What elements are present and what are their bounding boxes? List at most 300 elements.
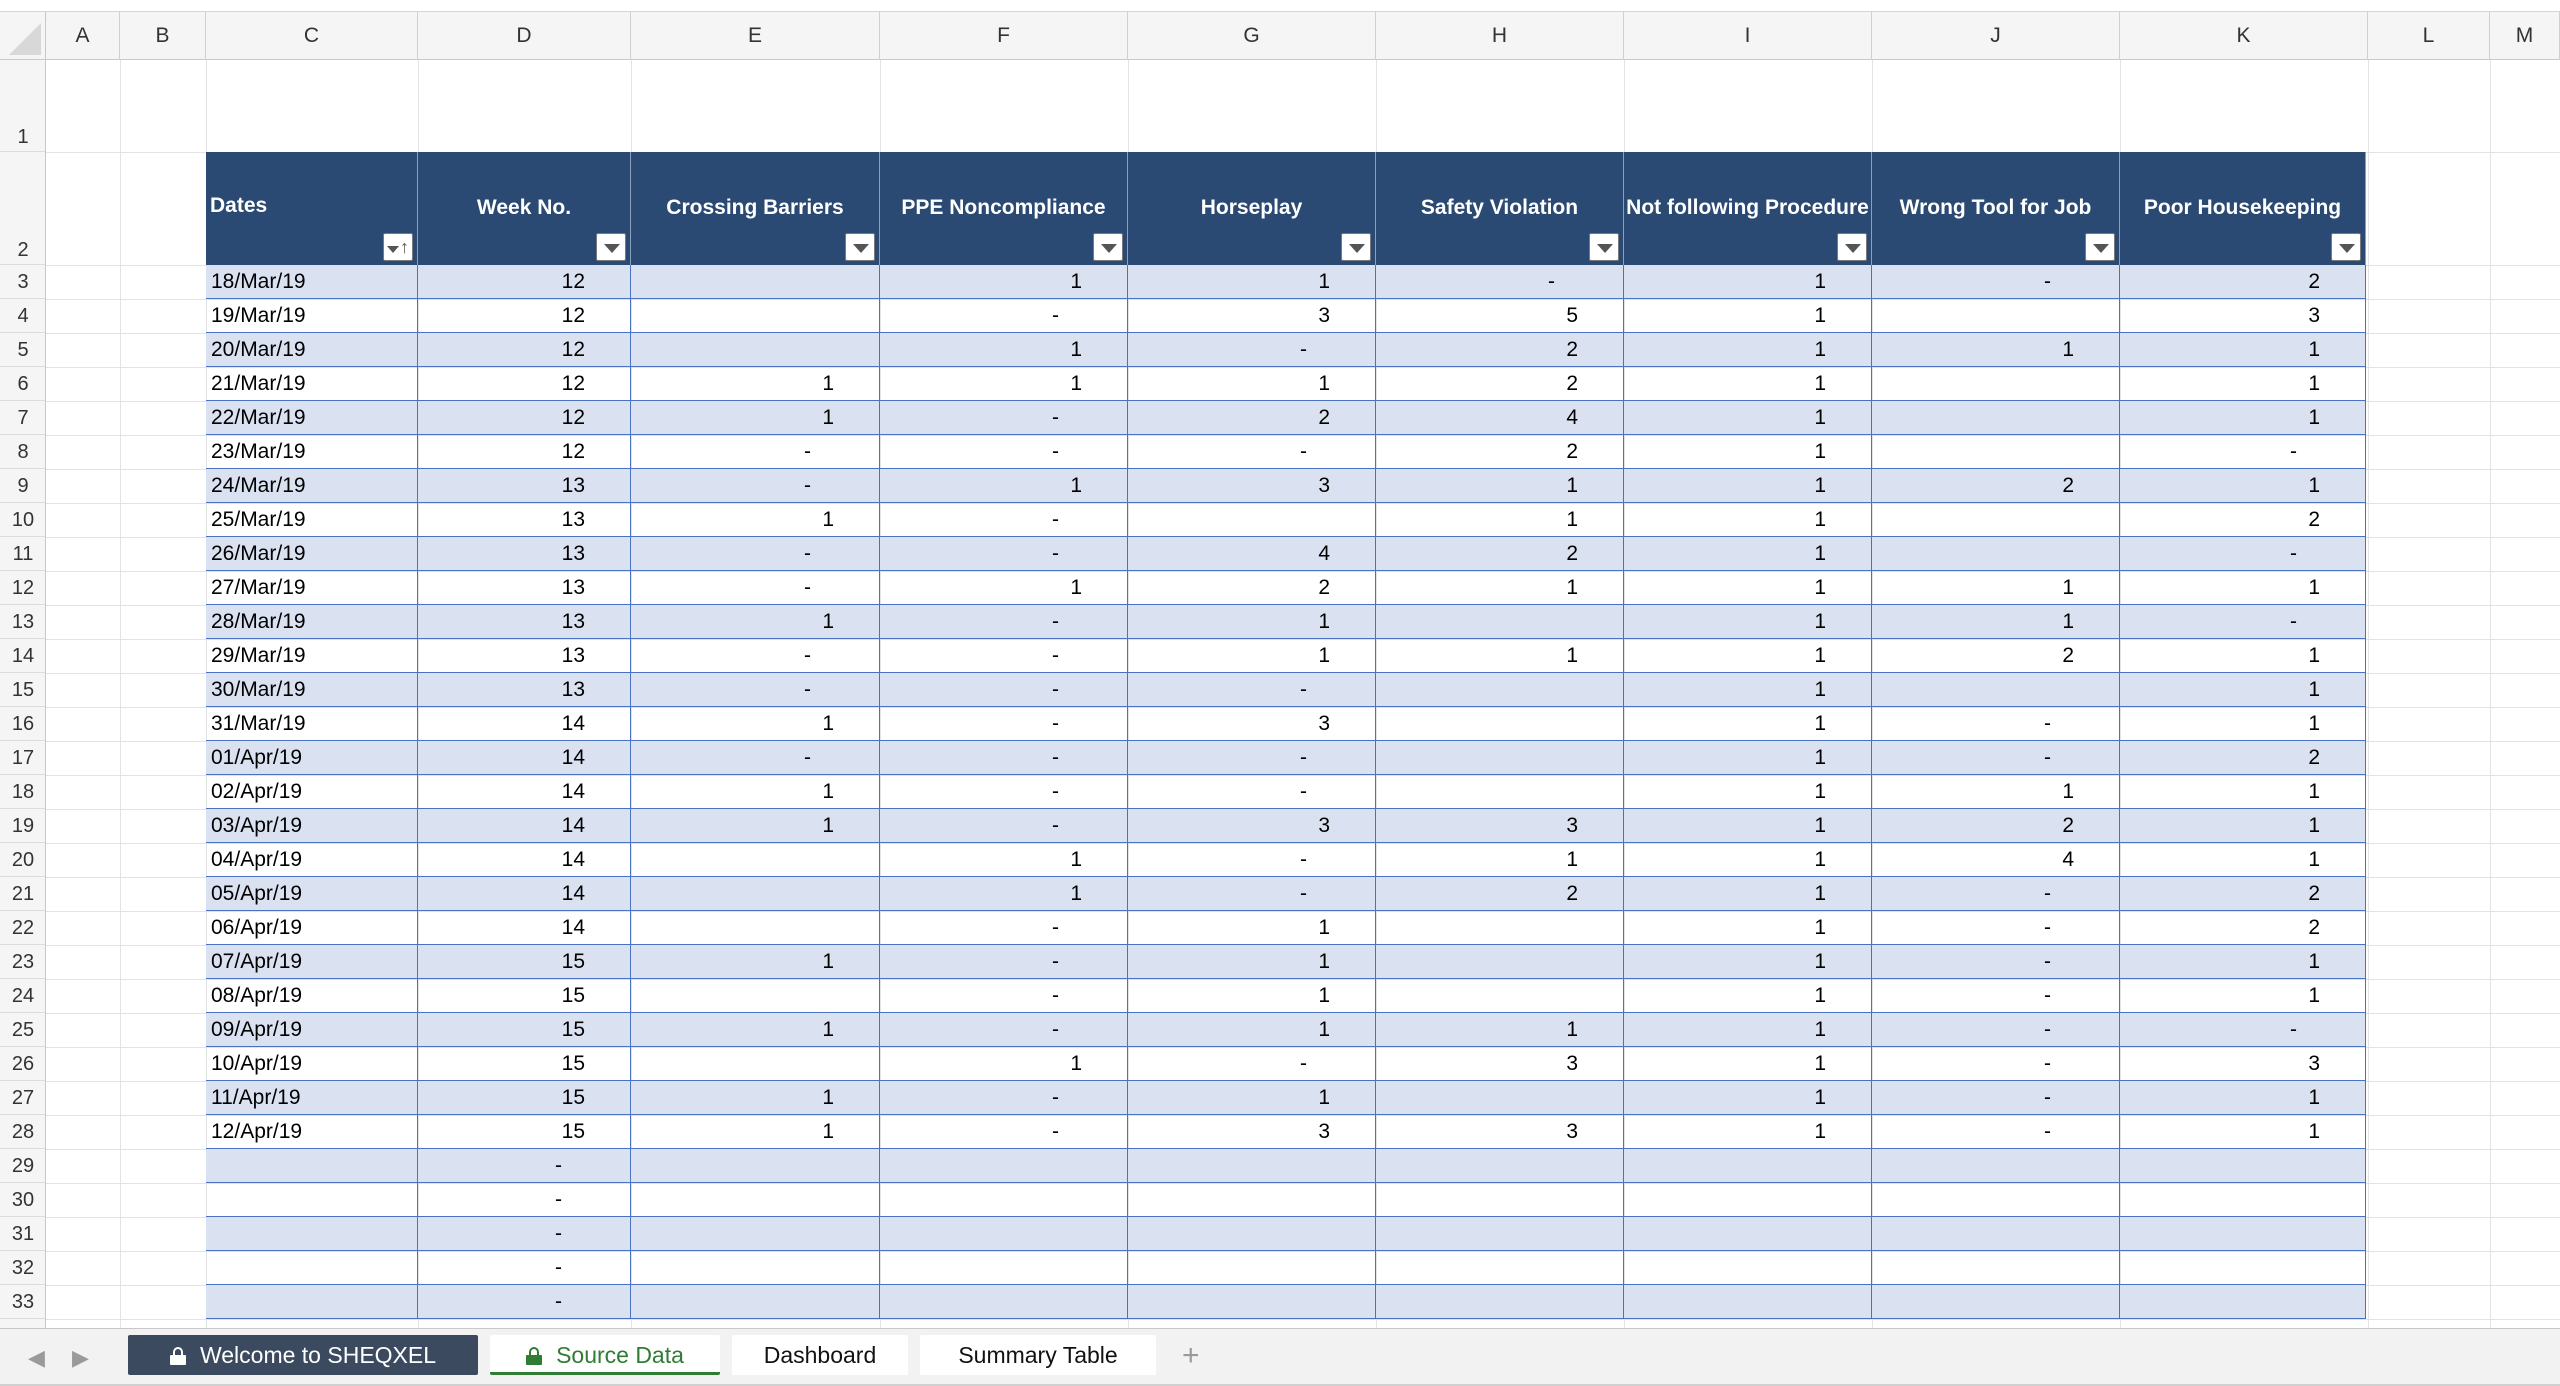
table-header-cell[interactable] [206,152,418,265]
observation-count-cell[interactable]: 1 [1376,469,1624,503]
next-sheet-arrow-icon[interactable]: ▶ [72,1345,89,1370]
observation-count-cell[interactable]: 2 [1128,571,1376,605]
observation-count-cell[interactable]: 1 [1128,639,1376,673]
observation-count-cell[interactable] [1376,1149,1624,1183]
observation-count-cell[interactable]: 1 [2120,401,2366,435]
observation-count-cell[interactable]: 1 [1624,367,1872,401]
observation-count-cell[interactable]: - [631,469,880,503]
date-cell[interactable]: 22/Mar/19 [206,401,418,435]
observation-count-cell[interactable]: - [880,809,1128,843]
column-header-f[interactable]: F [880,12,1128,60]
observation-count-cell[interactable] [1376,945,1624,979]
observation-count-cell[interactable] [631,1285,880,1319]
observation-count-cell[interactable]: 1 [1624,877,1872,911]
observation-count-cell[interactable]: 1 [1624,843,1872,877]
sheet-tab-summary-table[interactable] [920,1335,1156,1375]
observation-count-cell[interactable]: - [1128,333,1376,367]
observation-count-cell[interactable] [1376,605,1624,639]
observation-count-cell[interactable]: 1 [1872,333,2120,367]
observation-count-cell[interactable]: 4 [1872,843,2120,877]
observation-count-cell[interactable] [631,1217,880,1251]
observation-count-cell[interactable]: 3 [1128,469,1376,503]
observation-count-cell[interactable]: - [880,503,1128,537]
observation-count-cell[interactable]: 1 [1624,571,1872,605]
date-cell[interactable]: 28/Mar/19 [206,605,418,639]
observation-count-cell[interactable]: 1 [880,1047,1128,1081]
observation-count-cell[interactable] [2120,1183,2366,1217]
date-cell[interactable]: 10/Apr/19 [206,1047,418,1081]
observation-count-cell[interactable] [1376,775,1624,809]
week-number-cell[interactable]: 12 [418,435,631,469]
observation-count-cell[interactable]: 2 [1376,877,1624,911]
observation-count-cell[interactable] [880,1285,1128,1319]
column-header-l[interactable]: L [2368,12,2490,60]
observation-count-cell[interactable]: 1 [2120,333,2366,367]
observation-count-cell[interactable]: - [880,605,1128,639]
observation-count-cell[interactable]: - [1128,673,1376,707]
observation-count-cell[interactable]: 1 [1128,911,1376,945]
observation-count-cell[interactable] [1872,503,2120,537]
observation-count-cell[interactable]: 4 [1376,401,1624,435]
observation-count-cell[interactable]: 1 [2120,673,2366,707]
row-header-29[interactable]: 29 [0,1149,46,1183]
column-header-e[interactable]: E [631,12,880,60]
observation-count-cell[interactable]: 1 [1128,1013,1376,1047]
observation-count-cell[interactable]: 3 [1376,1115,1624,1149]
observation-count-cell[interactable]: 2 [2120,911,2366,945]
observation-count-cell[interactable]: 1 [1128,265,1376,299]
observation-count-cell[interactable] [1872,1183,2120,1217]
observation-count-cell[interactable]: 1 [631,605,880,639]
row-header-1[interactable]: 1 [0,60,46,152]
date-cell[interactable]: 31/Mar/19 [206,707,418,741]
observation-count-cell[interactable] [1376,911,1624,945]
observation-count-cell[interactable]: 1 [631,809,880,843]
column-header-i[interactable]: I [1624,12,1872,60]
observation-count-cell[interactable]: 1 [2120,809,2366,843]
observation-count-cell[interactable] [1872,1149,2120,1183]
date-cell[interactable]: 03/Apr/19 [206,809,418,843]
observation-count-cell[interactable]: 2 [1376,435,1624,469]
week-number-cell[interactable]: 12 [418,299,631,333]
observation-count-cell[interactable] [631,1149,880,1183]
week-number-cell[interactable]: - [418,1217,631,1251]
table-header-cell[interactable] [1872,152,2120,265]
observation-count-cell[interactable]: - [2120,435,2366,469]
observation-count-cell[interactable] [1872,1285,2120,1319]
observation-count-cell[interactable]: - [1872,979,2120,1013]
date-cell[interactable]: 27/Mar/19 [206,571,418,605]
filter-dropdown-button[interactable] [596,233,626,261]
observation-count-cell[interactable]: 1 [880,333,1128,367]
week-number-cell[interactable]: 14 [418,809,631,843]
observation-count-cell[interactable] [631,1047,880,1081]
date-cell[interactable]: 02/Apr/19 [206,775,418,809]
observation-count-cell[interactable]: 1 [631,503,880,537]
week-number-cell[interactable]: 14 [418,911,631,945]
row-header-32[interactable]: 32 [0,1251,46,1285]
select-all-corner[interactable] [0,12,46,60]
observation-count-cell[interactable] [1376,1251,1624,1285]
observation-count-cell[interactable] [1872,299,2120,333]
observation-count-cell[interactable]: - [631,673,880,707]
observation-count-cell[interactable] [1872,435,2120,469]
observation-count-cell[interactable] [1624,1149,1872,1183]
observation-count-cell[interactable]: 3 [1128,299,1376,333]
observation-count-cell[interactable]: 1 [631,775,880,809]
observation-count-cell[interactable] [2120,1217,2366,1251]
observation-count-cell[interactable]: - [880,299,1128,333]
row-header-33[interactable]: 33 [0,1285,46,1319]
date-cell[interactable] [206,1217,418,1251]
row-header-24[interactable]: 24 [0,979,46,1013]
sheet-tab-welcome-to-sheqxel[interactable] [128,1335,478,1375]
observation-count-cell[interactable]: 1 [2120,367,2366,401]
observation-count-cell[interactable] [1376,1081,1624,1115]
week-number-cell[interactable]: 14 [418,775,631,809]
week-number-cell[interactable]: 12 [418,265,631,299]
date-cell[interactable]: 07/Apr/19 [206,945,418,979]
filter-dropdown-button[interactable] [2331,233,2361,261]
table-header-cell[interactable] [880,152,1128,265]
row-header-14[interactable]: 14 [0,639,46,673]
table-header-cell[interactable] [631,152,880,265]
observation-count-cell[interactable]: 1 [1624,979,1872,1013]
observation-count-cell[interactable]: 1 [631,1081,880,1115]
worksheet-grid[interactable] [46,60,2560,1328]
column-header-d[interactable]: D [418,12,631,60]
observation-count-cell[interactable] [631,911,880,945]
observation-count-cell[interactable]: 1 [1624,537,1872,571]
observation-count-cell[interactable]: 1 [1624,673,1872,707]
date-cell[interactable]: 29/Mar/19 [206,639,418,673]
observation-count-cell[interactable] [1872,401,2120,435]
observation-count-cell[interactable]: 1 [880,843,1128,877]
observation-count-cell[interactable]: - [1872,741,2120,775]
observation-count-cell[interactable]: 1 [1128,1081,1376,1115]
observation-count-cell[interactable] [631,1183,880,1217]
observation-count-cell[interactable] [1872,367,2120,401]
row-header-19[interactable]: 19 [0,809,46,843]
observation-count-cell[interactable] [1376,1217,1624,1251]
observation-count-cell[interactable] [1376,979,1624,1013]
observation-count-cell[interactable] [2120,1251,2366,1285]
observation-count-cell[interactable]: 3 [1376,1047,1624,1081]
date-cell[interactable] [206,1183,418,1217]
week-number-cell[interactable]: 13 [418,605,631,639]
date-cell[interactable]: 11/Apr/19 [206,1081,418,1115]
observation-count-cell[interactable]: 2 [1872,809,2120,843]
observation-count-cell[interactable]: 1 [1624,435,1872,469]
observation-count-cell[interactable]: - [880,1013,1128,1047]
date-cell[interactable] [206,1285,418,1319]
week-number-cell[interactable]: 15 [418,979,631,1013]
observation-count-cell[interactable]: 2 [1872,639,2120,673]
observation-count-cell[interactable] [631,877,880,911]
observation-count-cell[interactable]: 1 [1376,1013,1624,1047]
observation-count-cell[interactable]: 1 [1624,945,1872,979]
observation-count-cell[interactable]: - [880,673,1128,707]
observation-count-cell[interactable]: 1 [631,707,880,741]
observation-count-cell[interactable]: - [1128,741,1376,775]
row-header-31[interactable]: 31 [0,1217,46,1251]
table-header-cell[interactable] [1128,152,1376,265]
filter-dropdown-button[interactable] [1093,233,1123,261]
sort-filter-button[interactable] [383,233,413,261]
observation-count-cell[interactable] [1128,1183,1376,1217]
week-number-cell[interactable]: - [418,1251,631,1285]
row-header-23[interactable]: 23 [0,945,46,979]
date-cell[interactable]: 12/Apr/19 [206,1115,418,1149]
observation-count-cell[interactable]: - [631,537,880,571]
observation-count-cell[interactable]: 1 [2120,707,2366,741]
observation-count-cell[interactable] [1128,1285,1376,1319]
observation-count-cell[interactable]: 3 [2120,299,2366,333]
observation-count-cell[interactable] [631,843,880,877]
row-header-12[interactable]: 12 [0,571,46,605]
row-header-5[interactable]: 5 [0,333,46,367]
week-number-cell[interactable]: - [418,1285,631,1319]
observation-count-cell[interactable]: - [880,537,1128,571]
row-header-21[interactable]: 21 [0,877,46,911]
observation-count-cell[interactable]: 1 [631,367,880,401]
filter-dropdown-button[interactable] [1837,233,1867,261]
observation-count-cell[interactable] [1376,1183,1624,1217]
observation-count-cell[interactable] [1872,1217,2120,1251]
observation-count-cell[interactable]: - [1128,1047,1376,1081]
observation-count-cell[interactable]: - [631,571,880,605]
filter-dropdown-button[interactable] [1341,233,1371,261]
week-number-cell[interactable]: 13 [418,503,631,537]
observation-count-cell[interactable]: 4 [1128,537,1376,571]
observation-count-cell[interactable]: 2 [1376,367,1624,401]
observation-count-cell[interactable]: 1 [1624,605,1872,639]
week-number-cell[interactable]: 15 [418,1115,631,1149]
row-header-28[interactable]: 28 [0,1115,46,1149]
week-number-cell[interactable]: 15 [418,1047,631,1081]
observation-count-cell[interactable]: - [631,741,880,775]
date-cell[interactable]: 05/Apr/19 [206,877,418,911]
observation-count-cell[interactable] [1128,503,1376,537]
observation-count-cell[interactable]: 1 [1128,605,1376,639]
column-header-g[interactable]: G [1128,12,1376,60]
observation-count-cell[interactable]: 1 [2120,571,2366,605]
previous-sheet-arrow-icon[interactable]: ◀ [28,1345,45,1370]
observation-count-cell[interactable] [1624,1251,1872,1285]
week-number-cell[interactable]: 15 [418,1081,631,1115]
observation-count-cell[interactable]: - [1128,877,1376,911]
week-number-cell[interactable]: 14 [418,843,631,877]
column-header-b[interactable]: B [120,12,206,60]
week-number-cell[interactable]: 14 [418,707,631,741]
observation-count-cell[interactable]: - [1872,1047,2120,1081]
date-cell[interactable]: 21/Mar/19 [206,367,418,401]
observation-count-cell[interactable] [1376,1285,1624,1319]
week-number-cell[interactable]: 13 [418,469,631,503]
row-header-15[interactable]: 15 [0,673,46,707]
observation-count-cell[interactable]: - [1376,265,1624,299]
observation-count-cell[interactable]: 1 [1624,707,1872,741]
observation-count-cell[interactable]: 1 [1624,809,1872,843]
observation-count-cell[interactable]: 3 [1128,809,1376,843]
observation-count-cell[interactable] [1128,1149,1376,1183]
observation-count-cell[interactable]: 1 [1624,265,1872,299]
observation-count-cell[interactable] [2120,1149,2366,1183]
date-cell[interactable]: 25/Mar/19 [206,503,418,537]
date-cell[interactable]: 04/Apr/19 [206,843,418,877]
week-number-cell[interactable]: 13 [418,673,631,707]
date-cell[interactable]: 20/Mar/19 [206,333,418,367]
row-header-7[interactable]: 7 [0,401,46,435]
observation-count-cell[interactable]: - [1128,775,1376,809]
observation-count-cell[interactable]: 1 [1624,741,1872,775]
observation-count-cell[interactable]: 1 [880,367,1128,401]
observation-count-cell[interactable]: 1 [1624,1013,1872,1047]
observation-count-cell[interactable]: 1 [1624,775,1872,809]
row-header-4[interactable]: 4 [0,299,46,333]
observation-count-cell[interactable]: - [1872,877,2120,911]
observation-count-cell[interactable] [1624,1285,1872,1319]
observation-count-cell[interactable]: - [1872,945,2120,979]
observation-count-cell[interactable]: 1 [1128,945,1376,979]
row-header-18[interactable]: 18 [0,775,46,809]
observation-count-cell[interactable]: 1 [1624,401,1872,435]
observation-count-cell[interactable]: 1 [2120,1081,2366,1115]
observation-count-cell[interactable]: - [880,401,1128,435]
observation-count-cell[interactable]: - [1872,911,2120,945]
date-cell[interactable]: 19/Mar/19 [206,299,418,333]
date-cell[interactable]: 24/Mar/19 [206,469,418,503]
observation-count-cell[interactable] [880,1251,1128,1285]
observation-count-cell[interactable]: - [880,1115,1128,1149]
observation-count-cell[interactable]: 1 [1624,1115,1872,1149]
row-header-17[interactable]: 17 [0,741,46,775]
observation-count-cell[interactable]: 2 [2120,265,2366,299]
observation-count-cell[interactable]: 2 [2120,741,2366,775]
column-header-h[interactable]: H [1376,12,1624,60]
observation-count-cell[interactable]: - [1872,265,2120,299]
observation-count-cell[interactable]: - [631,435,880,469]
observation-count-cell[interactable]: 1 [1376,843,1624,877]
date-cell[interactable]: 01/Apr/19 [206,741,418,775]
observation-count-cell[interactable]: - [880,435,1128,469]
column-header-j[interactable]: J [1872,12,2120,60]
week-number-cell[interactable]: - [418,1149,631,1183]
observation-count-cell[interactable]: 2 [1872,469,2120,503]
week-number-cell[interactable]: 12 [418,401,631,435]
observation-count-cell[interactable]: 1 [2120,469,2366,503]
row-header-13[interactable]: 13 [0,605,46,639]
observation-count-cell[interactable] [1624,1217,1872,1251]
row-header-27[interactable]: 27 [0,1081,46,1115]
week-number-cell[interactable]: 15 [418,1013,631,1047]
observation-count-cell[interactable]: 1 [1624,639,1872,673]
observation-count-cell[interactable]: 1 [2120,775,2366,809]
observation-count-cell[interactable]: 1 [1624,1047,1872,1081]
date-cell[interactable]: 18/Mar/19 [206,265,418,299]
observation-count-cell[interactable] [1872,673,2120,707]
week-number-cell[interactable]: 12 [418,367,631,401]
observation-count-cell[interactable]: - [880,639,1128,673]
observation-count-cell[interactable] [631,265,880,299]
row-header-26[interactable]: 26 [0,1047,46,1081]
observation-count-cell[interactable]: - [1872,1081,2120,1115]
observation-count-cell[interactable]: 1 [631,1013,880,1047]
week-number-cell[interactable]: 13 [418,571,631,605]
observation-count-cell[interactable] [1872,537,2120,571]
date-cell[interactable]: 09/Apr/19 [206,1013,418,1047]
row-header-3[interactable]: 3 [0,265,46,299]
date-cell[interactable]: 26/Mar/19 [206,537,418,571]
observation-count-cell[interactable]: 1 [1624,1081,1872,1115]
observation-count-cell[interactable]: - [2120,1013,2366,1047]
date-cell[interactable]: 08/Apr/19 [206,979,418,1013]
observation-count-cell[interactable]: 1 [1624,911,1872,945]
date-cell[interactable]: 06/Apr/19 [206,911,418,945]
observation-count-cell[interactable]: - [880,741,1128,775]
observation-count-cell[interactable]: 5 [1376,299,1624,333]
observation-count-cell[interactable]: - [2120,605,2366,639]
observation-count-cell[interactable]: - [1872,1115,2120,1149]
observation-count-cell[interactable]: 1 [1624,333,1872,367]
filter-dropdown-button[interactable] [845,233,875,261]
observation-count-cell[interactable]: 2 [2120,503,2366,537]
observation-count-cell[interactable]: 1 [1624,299,1872,333]
filter-dropdown-button[interactable] [2085,233,2115,261]
observation-count-cell[interactable]: - [1128,843,1376,877]
column-header-m[interactable]: M [2490,12,2560,60]
observation-count-cell[interactable] [880,1149,1128,1183]
row-header-2[interactable]: 2 [0,152,46,265]
date-cell[interactable]: 30/Mar/19 [206,673,418,707]
table-header-cell[interactable] [2120,152,2366,265]
observation-count-cell[interactable] [1376,673,1624,707]
observation-count-cell[interactable] [2120,1285,2366,1319]
observation-count-cell[interactable]: 1 [631,1115,880,1149]
row-header-22[interactable]: 22 [0,911,46,945]
table-header-cell[interactable] [1624,152,1872,265]
observation-count-cell[interactable]: 2 [1376,333,1624,367]
week-number-cell[interactable]: 15 [418,945,631,979]
observation-count-cell[interactable]: 1 [1128,367,1376,401]
observation-count-cell[interactable] [1872,1251,2120,1285]
week-number-cell[interactable]: 13 [418,537,631,571]
observation-count-cell[interactable]: 1 [2120,1115,2366,1149]
observation-count-cell[interactable]: - [880,775,1128,809]
row-header-16[interactable]: 16 [0,707,46,741]
observation-count-cell[interactable] [1376,741,1624,775]
row-header-9[interactable]: 9 [0,469,46,503]
row-header-11[interactable]: 11 [0,537,46,571]
sheet-tab-source-data[interactable] [490,1335,720,1375]
observation-count-cell[interactable]: 1 [2120,979,2366,1013]
observation-count-cell[interactable]: 1 [1872,775,2120,809]
observation-count-cell[interactable]: 1 [2120,639,2366,673]
observation-count-cell[interactable]: 1 [631,945,880,979]
week-number-cell[interactable]: 14 [418,741,631,775]
observation-count-cell[interactable]: - [880,945,1128,979]
observation-count-cell[interactable]: - [1128,435,1376,469]
observation-count-cell[interactable]: 1 [1376,571,1624,605]
observation-count-cell[interactable]: 1 [1128,979,1376,1013]
row-header-20[interactable]: 20 [0,843,46,877]
week-number-cell[interactable]: - [418,1183,631,1217]
filter-dropdown-button[interactable] [1589,233,1619,261]
observation-count-cell[interactable]: - [1872,707,2120,741]
observation-count-cell[interactable]: 2 [2120,877,2366,911]
table-header-cell[interactable] [1376,152,1624,265]
observation-count-cell[interactable]: 3 [2120,1047,2366,1081]
